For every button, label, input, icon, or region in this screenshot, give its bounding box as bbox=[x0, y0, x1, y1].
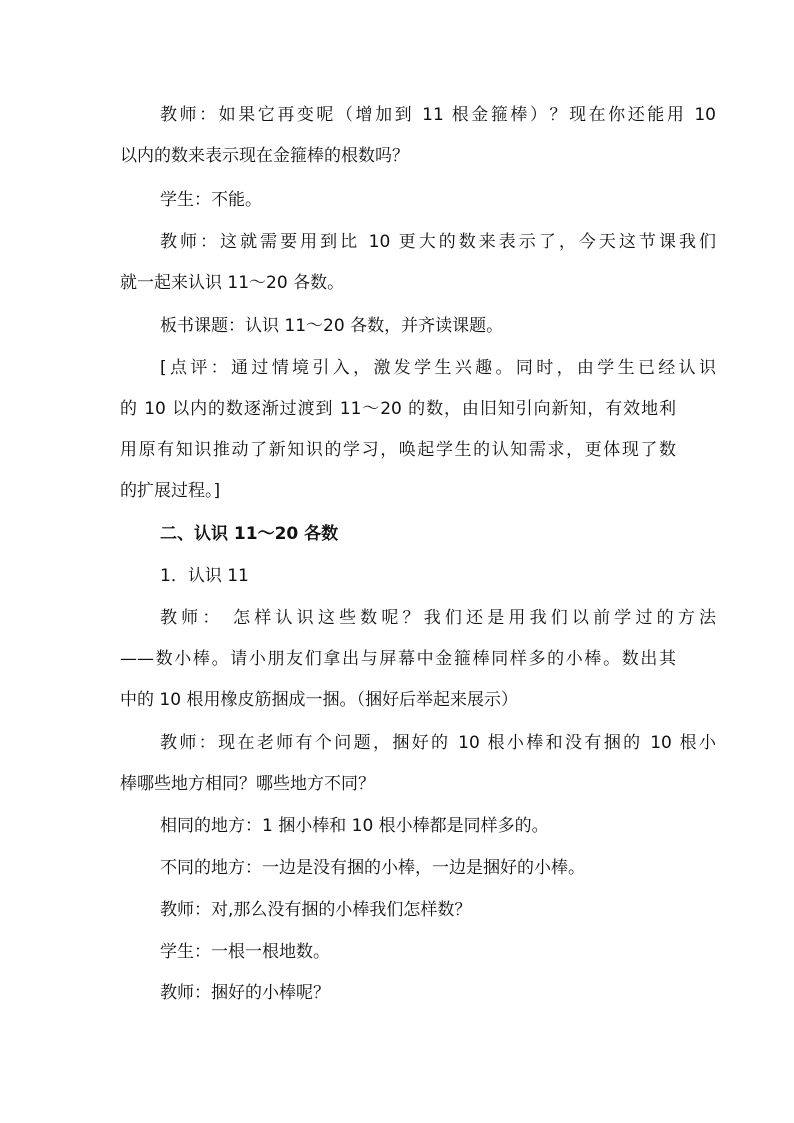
paragraph-same bbox=[120, 806, 676, 847]
text-line: 板书课题：认识 11～20 各数，并齐读课题。 bbox=[160, 316, 504, 336]
paragraph-board-title bbox=[120, 306, 676, 347]
text-line: 学生：不能。 bbox=[160, 190, 262, 210]
subsection-title bbox=[120, 556, 676, 597]
paragraph-student-answer bbox=[120, 180, 676, 221]
text-line: 教师：如果它再变呢（增加到 11 根金箍棒）？现在你还能用 10 bbox=[160, 105, 716, 125]
text-line: 中的 10 根用橡皮筋捆成一捆。（捆好后举起来展示） bbox=[120, 690, 518, 710]
paragraph-student-one-by-one bbox=[120, 932, 676, 973]
text-line: 不同的地方：一边是没有捆的小棒，一边是捆好的小棒。 bbox=[160, 858, 585, 878]
text-line: 就一起来认识 11～20 各数。 bbox=[120, 273, 345, 293]
text-line: 用原有知识推动了新知识的学习，唤起学生的认知需求，更体现了数 bbox=[120, 440, 676, 460]
text-line: 教师：对,那么没有捆的小棒我们怎样数？ bbox=[160, 900, 472, 920]
paragraph-different bbox=[120, 848, 676, 889]
paragraph-teacher-intro bbox=[120, 222, 716, 304]
text-line: 以内的数来表示现在金箍棒的根数吗？ bbox=[120, 146, 409, 166]
text-line: 1．认识 11 bbox=[160, 566, 249, 586]
text-line: 教师： 怎样认识这些数呢？我们还是用我们以前学过的方法 bbox=[160, 608, 716, 628]
paragraph-teacher-how-count bbox=[120, 890, 676, 931]
text-line: 教师：现在老师有个问题，捆好的 10 根小棒和没有捆的 10 根小 bbox=[160, 733, 716, 753]
text-line: 学生：一根一根地数。 bbox=[160, 942, 330, 962]
text-line: [点评：通过情境引入，激发学生兴趣。同时，由学生已经认识 bbox=[160, 358, 716, 378]
text-line: 教师：这就需要用到比 10 更大的数来表示了，今天这节课我们 bbox=[160, 232, 716, 252]
text-line: 的扩展过程。] bbox=[120, 481, 221, 501]
paragraph-teacher-question-11 bbox=[120, 95, 716, 177]
text-line: 棒哪些地方相同？哪些地方不同？ bbox=[120, 774, 375, 794]
paragraph-comment bbox=[120, 348, 716, 512]
paragraph-teacher-compare bbox=[120, 723, 716, 805]
text-line: 教师：捆好的小棒呢？ bbox=[160, 983, 330, 1003]
section-heading bbox=[120, 514, 676, 555]
text-line: 相同的地方：1 捆小棒和 10 根小棒都是同样多的。 bbox=[160, 816, 549, 836]
heading-text: 二、认识 11～20 各数 bbox=[160, 524, 339, 544]
text-line: 的 10 以内的数逐渐过渡到 11～20 的数，由旧知引向新知，有效地利 bbox=[120, 399, 676, 419]
paragraph-teacher-bundled bbox=[120, 973, 676, 1014]
paragraph-teacher-method bbox=[120, 598, 716, 721]
text-line: ——数小棒。请小朋友们拿出与屏幕中金箍棒同样多的小棒。数出其 bbox=[120, 649, 676, 669]
